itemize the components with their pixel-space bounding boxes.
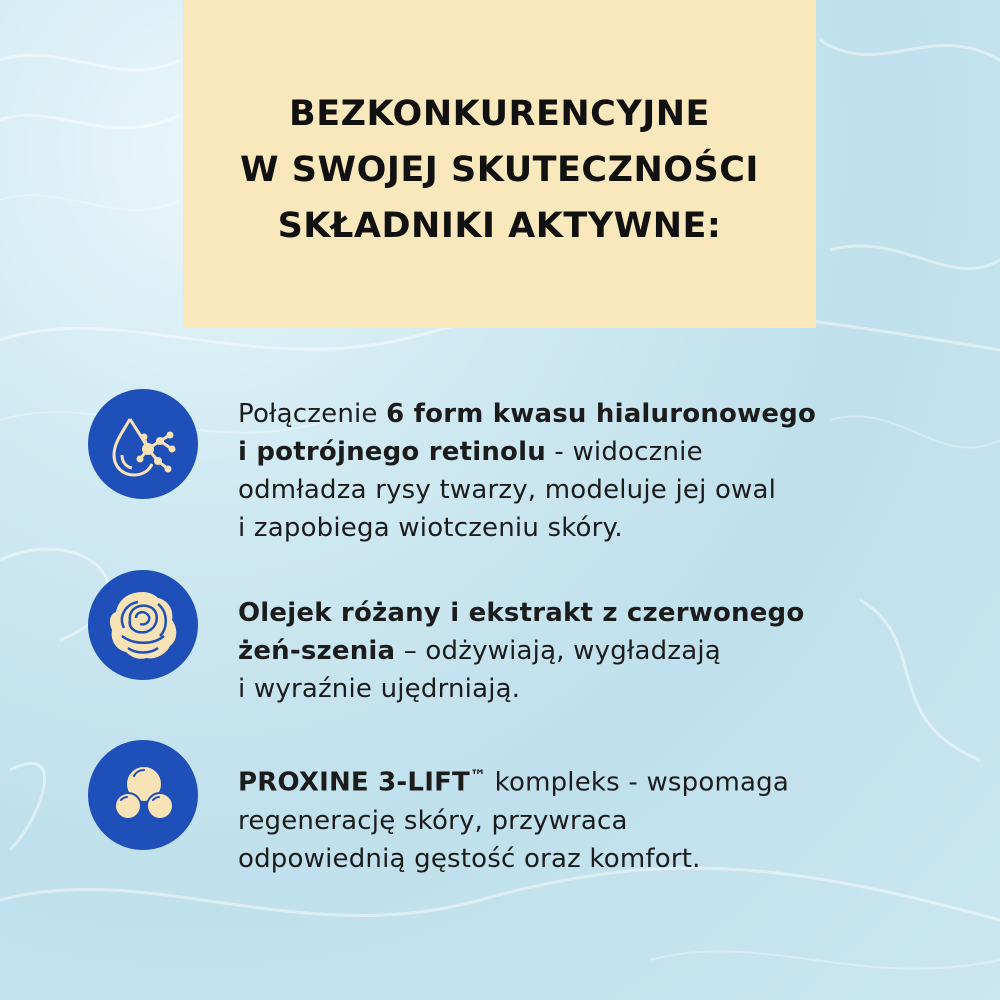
title-line-1: BEZKONKURENCYJNE <box>289 94 710 134</box>
title-line-3: SKŁADNIKI AKTYWNE: <box>277 206 722 246</box>
text-line: odmładza rysy twarzy, modeluje jej owal <box>238 475 777 505</box>
text-line: i zapobiega wiotczeniu skóry. <box>238 513 623 543</box>
text-line: PROXINE 3-LIFT™ kompleks - wspomaga <box>238 766 789 798</box>
title-line-2: W SWOJEJ SKUTECZNOŚCI <box>240 150 759 190</box>
ingredient-text-hyaluronic <box>238 395 928 547</box>
text-line: Olejek różany i ekstrakt z czerwonego <box>238 598 805 628</box>
text-line: żeń-szenia – odżywiają, wygładzają <box>238 636 721 666</box>
rose-icon <box>88 570 198 680</box>
capsules-icon <box>88 740 198 850</box>
text-line: regenerację skóry, przywraca <box>238 805 628 836</box>
text-line: Połączenie 6 form kwasu hialuronowego <box>238 399 817 429</box>
text-line: odpowiednią gęstość oraz komfort. <box>238 843 701 874</box>
text-line: i wyraźnie ujędrniają. <box>238 674 521 704</box>
hyaluronic-molecule-icon <box>88 389 198 499</box>
title-box <box>183 0 816 328</box>
ingredient-text-rose <box>238 594 928 708</box>
ingredient-text-proxine <box>238 757 928 878</box>
text-line: i potrójnego retinolu - widocznie <box>238 437 703 467</box>
